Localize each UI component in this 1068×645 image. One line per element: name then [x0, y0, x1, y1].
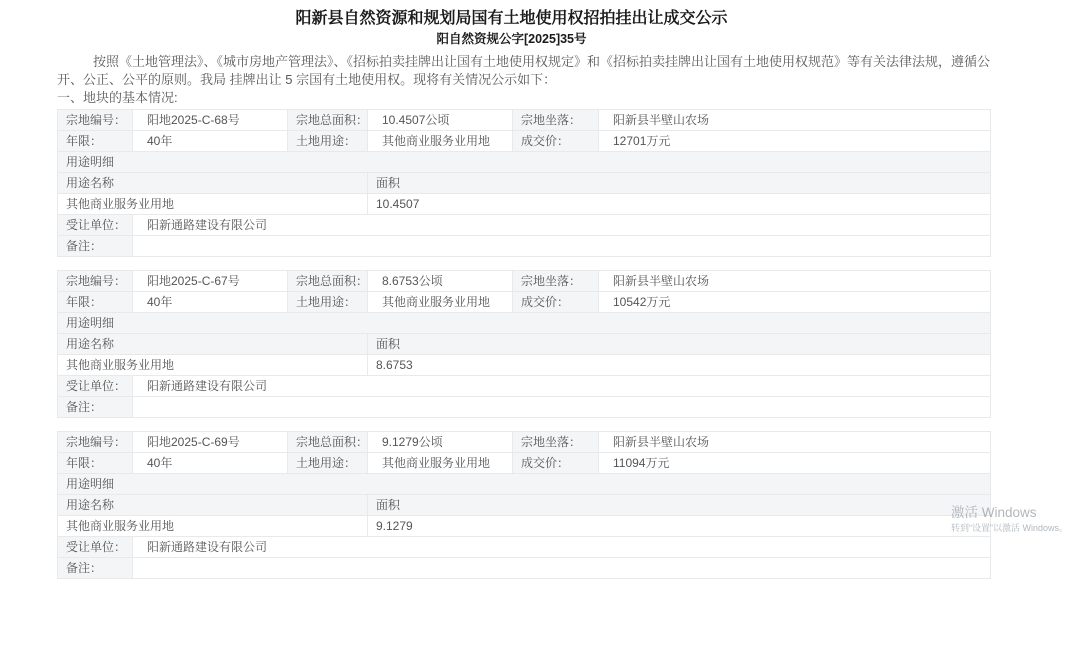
document-number: 阳自然资规公字[2025]35号	[436, 32, 587, 46]
table-row	[58, 558, 991, 579]
price-value: 10542万元	[599, 292, 991, 313]
use-detail-header: 用途明细	[58, 474, 991, 495]
area-header: 面积	[368, 334, 991, 355]
total-area-label: 宗地总面积：	[288, 110, 368, 131]
table-row	[58, 474, 991, 495]
parcel-table-3	[57, 431, 991, 579]
table-row	[58, 355, 991, 376]
use-name-header: 用途名称	[58, 173, 368, 194]
term-label: 年限：	[58, 453, 133, 474]
land-use-value: 其他商业服务业用地	[368, 453, 513, 474]
use-area-value: 10.4507	[368, 194, 991, 215]
page-title: 阳新县自然资源和规划局国有土地使用权招拍挂出让成交公示	[295, 10, 728, 27]
table-row	[58, 516, 991, 537]
parcel-no-value: 阳地2025-C-67号	[133, 271, 288, 292]
location-value: 阳新县半壁山农场	[599, 271, 991, 292]
parcel-no-value: 阳地2025-C-68号	[133, 110, 288, 131]
table-row	[58, 152, 991, 173]
total-area-value: 9.1279公顷	[368, 432, 513, 453]
area-header: 面积	[368, 495, 991, 516]
use-area-value: 9.1279	[368, 516, 991, 537]
use-name-header: 用途名称	[58, 495, 368, 516]
land-use-value: 其他商业服务业用地	[368, 131, 513, 152]
table-row	[58, 537, 991, 558]
table-row	[58, 432, 991, 453]
land-use-label: 土地用途：	[288, 453, 368, 474]
watermark-line2: 转到“设置”以激活 Windows。	[951, 523, 1068, 533]
total-area-label: 宗地总面积：	[288, 432, 368, 453]
transferee-label: 受让单位：	[58, 376, 133, 397]
total-area-value: 8.6753公顷	[368, 271, 513, 292]
table-row	[58, 173, 991, 194]
location-value: 阳新县半壁山农场	[599, 110, 991, 131]
transferee-value: 阳新通路建设有限公司	[133, 376, 991, 397]
term-label: 年限：	[58, 292, 133, 313]
location-label: 宗地坐落：	[513, 432, 599, 453]
use-area-value: 8.6753	[368, 355, 991, 376]
table-row	[58, 194, 991, 215]
price-label: 成交价：	[513, 131, 599, 152]
table-row	[58, 292, 991, 313]
table-row	[58, 376, 991, 397]
intro-paragraph: 按照《土地管理法》、《城市房地产管理法》、《招标拍卖挂牌出让国有土地使用权规定》和《招标拍卖挂牌出让国有土地使用权规范》等有关法律法规，遵循公开、公正、公平的原则。我局 挂牌出让 5 宗国有土地使用权。现将有关情况公示如下：	[57, 54, 991, 87]
remark-value	[133, 558, 991, 579]
remark-value	[133, 236, 991, 257]
parcel-no-label: 宗地编号：	[58, 271, 133, 292]
use-name-value: 其他商业服务业用地	[58, 516, 368, 537]
parcel-no-label: 宗地编号：	[58, 432, 133, 453]
table-row	[58, 397, 991, 418]
table-row	[58, 271, 991, 292]
remark-label: 备注：	[58, 236, 133, 257]
transferee-value: 阳新通路建设有限公司	[133, 215, 991, 236]
parcel-no-value: 阳地2025-C-69号	[133, 432, 288, 453]
parcel-no-label: 宗地编号：	[58, 110, 133, 131]
table-row	[58, 334, 991, 355]
table-row	[58, 215, 991, 236]
parcel-table-1	[57, 109, 991, 257]
location-label: 宗地坐落：	[513, 110, 599, 131]
use-detail-header: 用途明细	[58, 152, 991, 173]
price-label: 成交价：	[513, 292, 599, 313]
total-area-label: 宗地总面积：	[288, 271, 368, 292]
total-area-value: 10.4507公顷	[368, 110, 513, 131]
price-value: 11094万元	[599, 453, 991, 474]
watermark-line1: 激活 Windows	[951, 505, 1037, 520]
table-row	[58, 313, 991, 334]
section-heading: 一、地块的基本情况:	[57, 90, 178, 105]
area-header: 面积	[368, 173, 991, 194]
location-value: 阳新县半壁山农场	[599, 432, 991, 453]
land-use-label: 土地用途：	[288, 131, 368, 152]
transferee-label: 受让单位：	[58, 537, 133, 558]
transferee-label: 受让单位：	[58, 215, 133, 236]
remark-label: 备注：	[58, 397, 133, 418]
term-value: 40年	[133, 453, 288, 474]
table-row	[58, 236, 991, 257]
land-use-label: 土地用途：	[288, 292, 368, 313]
table-row	[58, 495, 991, 516]
price-value: 12701万元	[599, 131, 991, 152]
remark-value	[133, 397, 991, 418]
location-label: 宗地坐落：	[513, 271, 599, 292]
transferee-value: 阳新通路建设有限公司	[133, 537, 991, 558]
table-row	[58, 110, 991, 131]
use-detail-header: 用途明细	[58, 313, 991, 334]
remark-label: 备注：	[58, 558, 133, 579]
table-row	[58, 131, 991, 152]
use-name-value: 其他商业服务业用地	[58, 355, 368, 376]
parcel-table-2	[57, 270, 991, 418]
use-name-header: 用途名称	[58, 334, 368, 355]
table-row	[58, 453, 991, 474]
term-value: 40年	[133, 131, 288, 152]
parcel-table-3-clip	[57, 431, 990, 575]
use-name-value: 其他商业服务业用地	[58, 194, 368, 215]
term-label: 年限：	[58, 131, 133, 152]
land-use-value: 其他商业服务业用地	[368, 292, 513, 313]
term-value: 40年	[133, 292, 288, 313]
price-label: 成交价：	[513, 453, 599, 474]
